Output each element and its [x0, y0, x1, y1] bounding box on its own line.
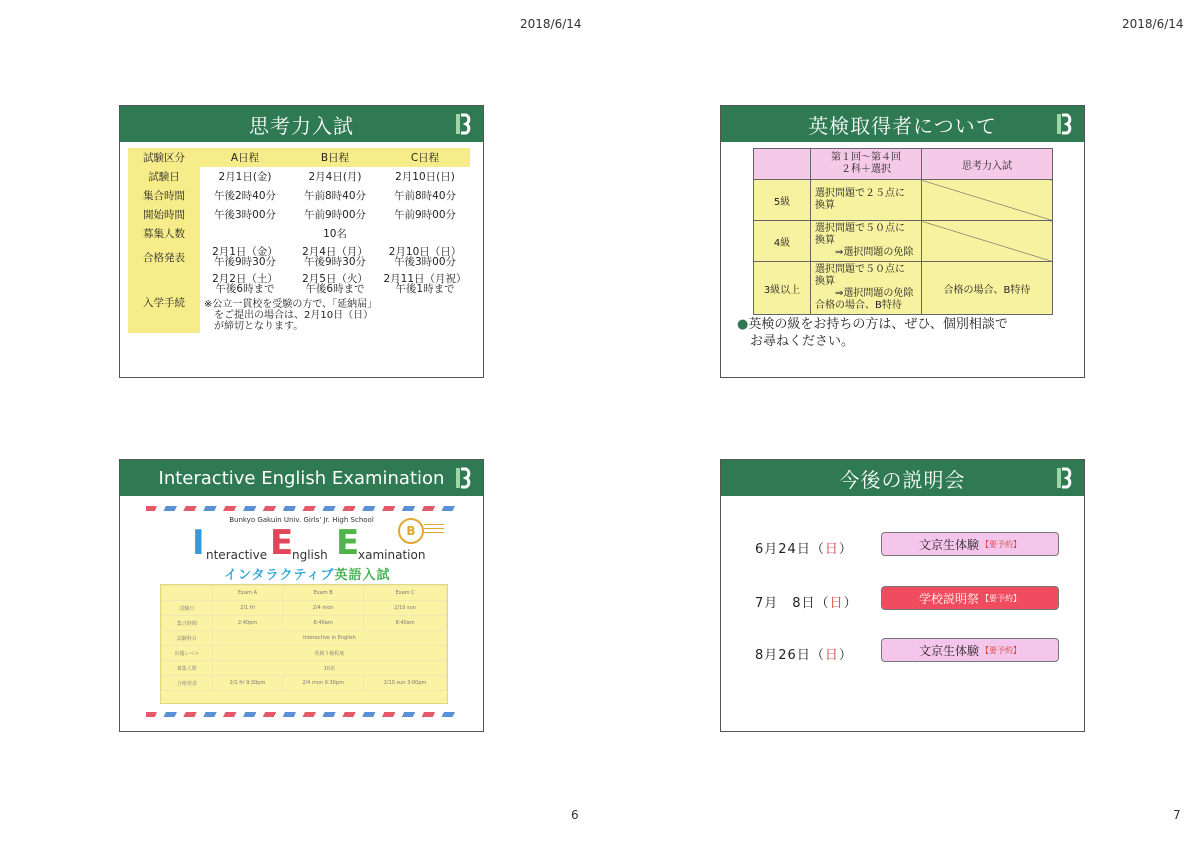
table-header-row	[128, 148, 470, 167]
row-label: 集合時間	[128, 186, 200, 205]
table-row	[754, 180, 1053, 221]
event-day: 日	[824, 542, 839, 557]
result-date: 2月1日（金）	[212, 246, 278, 258]
table-cell	[200, 271, 290, 297]
table-row	[128, 205, 470, 224]
grid-cell: Exam C	[364, 586, 447, 601]
iee-grid	[161, 585, 447, 691]
empty-cell	[922, 221, 1053, 262]
note-line: お尋ねください。	[750, 334, 855, 349]
table-row	[162, 631, 447, 646]
procedure-note	[200, 297, 380, 333]
header-cell: C日程	[380, 148, 470, 167]
grid-cell: Exam A	[212, 586, 282, 601]
slide-entrance-exam	[119, 105, 484, 378]
desc-cell	[811, 221, 922, 262]
airmail-border-top	[146, 506, 457, 511]
desc-line: 換算	[815, 200, 835, 211]
desc-line: ⇒選択問題の免除	[835, 247, 914, 258]
table-cell	[200, 243, 290, 271]
school-name: Bunkyo Gakuin Univ. Girls' Jr. High School	[229, 516, 374, 524]
result-date: 2月4日（月）	[302, 246, 368, 258]
table-row	[162, 661, 447, 676]
desc-line: 合格の場合、B特待	[815, 300, 902, 311]
table-cell: 午後2時40分	[213, 190, 277, 202]
grid-cell: 2/1 fri 9:30pm	[212, 676, 282, 691]
grid-cell: 8:40am	[283, 616, 364, 631]
table-row	[128, 186, 470, 205]
slide-info-sessions	[720, 459, 1085, 732]
grid-cell: 試験科目	[162, 631, 213, 646]
iee-letter-i: I	[192, 523, 205, 563]
airmail-border-bottom	[146, 712, 457, 717]
eiken-note	[737, 316, 1008, 350]
reserve-tag: 【要予約】	[981, 645, 1021, 655]
table-row	[128, 224, 470, 243]
table-row	[754, 221, 1053, 262]
postmark-lines-icon	[424, 524, 444, 536]
slide-title: 今後の説明会	[839, 467, 966, 492]
desc-cell	[811, 262, 922, 315]
stamp-logo-icon: B	[398, 518, 424, 544]
grade-cell: 4級	[754, 221, 811, 262]
header-cell: 試験区分	[128, 148, 200, 167]
empty-cell	[922, 180, 1053, 221]
event-label: 文京生体験	[918, 643, 979, 658]
header-line: 第１回～第４回	[831, 152, 901, 163]
iee-katakana	[224, 564, 390, 583]
desc-line: 換算	[815, 235, 835, 246]
kana-text: インタラクティブ	[224, 568, 335, 583]
result-time: 午後9時30分	[303, 256, 367, 268]
grid-cell: 2/10 sun 3:00pm	[364, 676, 447, 691]
row-label: 募集人数	[128, 224, 200, 243]
grid-cell: 集合時間	[162, 616, 213, 631]
table-row	[128, 243, 470, 271]
table-cell: 2月1日(金)	[218, 171, 272, 183]
procedure-time: 午後6時まで	[215, 283, 275, 295]
row-label: 合格発表	[128, 243, 200, 271]
grid-cell	[162, 586, 213, 601]
row-label: 入学手続	[128, 271, 200, 333]
procedure-time: 午後6時まで	[305, 283, 365, 295]
result-date: 2月10日（日）	[388, 246, 462, 258]
desc-line: 選択問題で２５点に	[815, 188, 905, 199]
table-row	[162, 616, 447, 631]
bullet-icon: ●	[737, 317, 749, 332]
note-line: をご提出の場合は、2月10日（日）	[214, 309, 374, 321]
exam-schedule-table	[128, 148, 470, 333]
grid-cell: 10名	[212, 661, 446, 676]
school-logo-icon	[1056, 112, 1074, 136]
reserve-tag: 【要予約】	[981, 593, 1021, 603]
page-number-left: 6	[571, 808, 579, 822]
procedure-time: 午後1時まで	[395, 283, 455, 295]
event-date: 8月26日（日）	[755, 648, 853, 663]
grid-cell: Exam B	[283, 586, 364, 601]
grade-cell: 3級以上	[754, 262, 811, 315]
iee-word-examination: xamination	[358, 548, 426, 562]
header-cell: A日程	[200, 148, 290, 167]
event-label: 学校説明祭	[918, 591, 979, 606]
header-cell	[754, 149, 811, 180]
event-day: 日	[824, 648, 839, 663]
slide-title: Interactive English Examination	[158, 467, 445, 489]
table-cell: 2月4日(月)	[308, 171, 362, 183]
event-label: 文京生体験	[918, 537, 979, 552]
table-cell	[290, 271, 380, 297]
desc-cell	[811, 180, 922, 221]
grid-cell: 募集人数	[162, 661, 213, 676]
table-cell	[380, 271, 470, 297]
grade-cell: 5級	[754, 180, 811, 221]
iee-word-interactive: nteractive	[206, 548, 268, 562]
grid-cell: 2/4 mon 9:30pm	[283, 676, 364, 691]
page-number-right: 7	[1173, 808, 1181, 822]
event-button-setsumeisai[interactable]	[881, 586, 1059, 610]
header-line: ２科＋選択	[841, 164, 891, 175]
table-cell	[290, 243, 380, 271]
grid-cell: 試験日	[162, 601, 213, 616]
slide-title-bar	[721, 460, 1084, 496]
kana-text-green: 英語入試	[334, 568, 391, 583]
table-cell: 午後3時00分	[213, 209, 277, 221]
event-date-text: 6月24日	[755, 542, 811, 557]
table-row	[162, 646, 447, 661]
school-logo-icon	[455, 112, 473, 136]
grid-cell: 8:40am	[364, 616, 447, 631]
desc-line: ⇒選択問題の免除	[835, 288, 914, 299]
iee-letter-e1: E	[270, 523, 294, 563]
table-cell	[380, 297, 470, 333]
iee-schedule-box	[160, 584, 448, 704]
slide-title: 思考力入試	[249, 113, 354, 138]
iee-letter-e2: E	[336, 523, 360, 563]
table-row	[162, 586, 447, 601]
school-logo-icon	[455, 466, 473, 490]
table-row	[162, 601, 447, 616]
note-line: ※公立一貫校を受験の方で、「延納届」	[204, 298, 378, 310]
table-cell: 午前9時00分	[393, 209, 457, 221]
think-cell: 合格の場合、B特待	[922, 262, 1053, 315]
eiken-table	[753, 148, 1053, 315]
table-cell: 午前9時00分	[303, 209, 367, 221]
event-date-text: 8月26日	[755, 648, 811, 663]
header-cell: 思考力入試	[922, 149, 1053, 180]
table-row	[162, 676, 447, 691]
table-header-row	[754, 149, 1053, 180]
event-date: 7月 8日（日）	[755, 596, 858, 611]
header-cell: B日程	[290, 148, 380, 167]
procedure-date: 2月5日（火）	[302, 273, 368, 285]
slide-title-bar	[120, 460, 483, 496]
desc-line: 選択問題で５０点に	[815, 223, 905, 234]
reserve-tag: 【要予約】	[981, 539, 1021, 549]
procedure-date: 2月2日（土）	[212, 273, 278, 285]
slide-title: 英検取得者について	[808, 113, 997, 138]
row-label: 開始時間	[128, 205, 200, 224]
table-cell	[380, 243, 470, 271]
note-line: が締切となります。	[214, 320, 304, 332]
desc-line: 換算	[815, 276, 835, 287]
grid-cell: 2/1 fri	[212, 601, 282, 616]
slide-title-bar	[721, 106, 1084, 142]
grid-cell: 2/4 mon	[283, 601, 364, 616]
grid-cell: 2:40pm	[212, 616, 282, 631]
event-button-taiken-1[interactable]	[881, 532, 1059, 556]
header-date-left: 2018/6/14	[520, 17, 582, 31]
grid-cell: 2/10 sun	[364, 601, 447, 616]
event-date: 6月24日（日）	[755, 542, 853, 557]
grid-cell: 英検３級程度	[212, 646, 446, 661]
slide-title-bar	[120, 106, 483, 142]
capacity-value: 10名	[323, 228, 347, 240]
header-date-right: 2018/6/14	[1122, 17, 1184, 31]
school-logo-icon	[1056, 466, 1074, 490]
procedure-date: 2月11日（月祝）	[383, 273, 467, 285]
desc-line: 選択問題で５０点に	[815, 264, 905, 275]
row-label: 試験日	[128, 167, 200, 186]
table-cell: 午前8時40分	[303, 190, 367, 202]
result-time: 午後9時30分	[213, 256, 277, 268]
table-row	[128, 271, 470, 297]
event-day: 日	[829, 596, 844, 611]
header-cell	[811, 149, 922, 180]
result-time: 午後3時00分	[393, 256, 457, 268]
grid-cell: 合格発表	[162, 676, 213, 691]
event-button-taiken-2[interactable]	[881, 638, 1059, 662]
note-line: 英検の級をお持ちの方は、ぜひ、個別相談で	[748, 317, 1008, 332]
grid-cell: Interactive in English	[212, 631, 446, 646]
table-cell: 2月10日(日)	[395, 171, 455, 183]
event-date-text: 7月 8日	[755, 596, 816, 611]
grid-cell: 出題レベル	[162, 646, 213, 661]
slide-eiken	[720, 105, 1085, 378]
slide-iee	[119, 459, 484, 732]
table-row	[128, 167, 470, 186]
table-cell: 午前8時40分	[393, 190, 457, 202]
table-row	[754, 262, 1053, 315]
iee-word-english: nglish	[292, 548, 328, 562]
